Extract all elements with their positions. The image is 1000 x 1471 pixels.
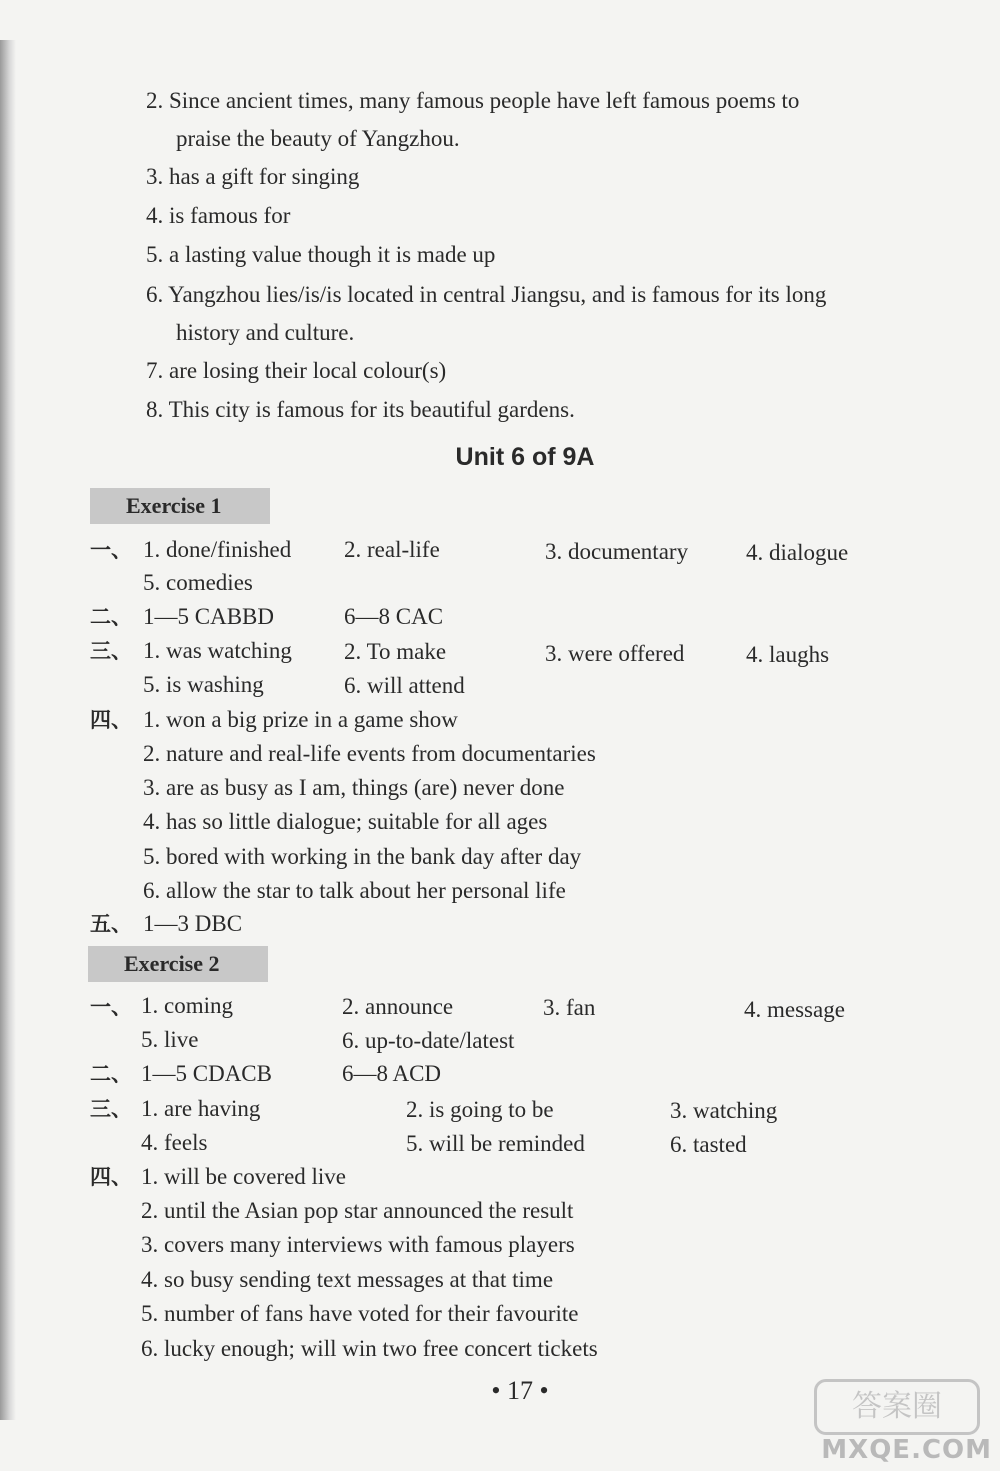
answer-item: 3. fan [543, 995, 596, 1020]
answer-item: 5. will be reminded [406, 1131, 585, 1156]
answer-item: 6. will attend [344, 673, 465, 698]
answer-item: 2. real-life [344, 537, 440, 562]
watermark-logo: 答案圈 [814, 1379, 980, 1435]
answer-item: 3. covers many interviews with famous players [141, 1232, 575, 1257]
answer-item: 1. coming [141, 993, 233, 1018]
answer-item: 2. until the Asian pop star announced the result [141, 1198, 574, 1223]
answer-item: 3. were offered [545, 641, 685, 666]
answer-item: 6. allow the star to talk about her personal life [143, 878, 566, 903]
answer-line: 7. are losing their local colour(s) [146, 358, 447, 383]
answer-line: praise the beauty of Yangzhou. [176, 126, 460, 151]
answer-item: 4. so busy sending text messages at that time [141, 1267, 554, 1292]
answer-item: 6. lucky enough; will win two free concert tickets [141, 1336, 598, 1361]
answer-line: history and culture. [176, 320, 355, 345]
answer-item: 4. dialogue [746, 540, 849, 565]
answer-item: 2. To make [344, 639, 447, 664]
answer-line: 6. Yangzhou lies/is/is located in central Jiangsu, and is famous for its long [146, 282, 827, 307]
answer-line: 4. is famous for [146, 203, 291, 228]
answer-item: 1. are having [141, 1096, 261, 1121]
section-marker: 四、 [90, 1165, 132, 1189]
section-marker: 一、 [90, 538, 132, 562]
answer-item: 1—5 CDACB [141, 1061, 272, 1086]
exercise-1-header: Exercise 1 [90, 488, 270, 524]
answer-item: 4. has so little dialogue; suitable for all ages [143, 809, 548, 834]
section-marker: 三、 [90, 1097, 132, 1121]
answer-item: 1. done/finished [143, 537, 292, 562]
answer-item: 4. laughs [746, 642, 830, 667]
answer-item: 2. is going to be [406, 1097, 554, 1122]
answer-item: 6. tasted [670, 1132, 747, 1157]
section-marker: 四、 [90, 708, 132, 732]
answer-item: 5. is washing [143, 672, 264, 697]
answer-item: 6—8 ACD [342, 1061, 442, 1086]
answer-item: 5. number of fans have voted for their favourite [141, 1301, 579, 1326]
answer-item: 1. will be covered live [141, 1164, 347, 1189]
answer-item: 5. bored with working in the bank day after day [143, 844, 582, 869]
answer-item: 2. announce [342, 994, 454, 1019]
answer-item: 5. live [141, 1027, 199, 1052]
answer-line: 2. Since ancient times, many famous people have left famous poems to [146, 88, 800, 113]
answer-item: 4. message [744, 997, 845, 1022]
answer-line: 5. a lasting value though it is made up [146, 242, 496, 267]
answer-item: 5. comedies [143, 570, 253, 595]
section-marker: 五、 [90, 912, 132, 936]
answer-item: 1. was watching [143, 638, 292, 663]
answer-item: 1—3 DBC [143, 911, 243, 936]
exercise-2-header: Exercise 2 [88, 946, 268, 982]
page-number: • 17 • [491, 1376, 549, 1405]
answer-item: 3. are as busy as I am, things (are) never done [143, 775, 565, 800]
answer-item: 1. won a big prize in a game show [143, 707, 458, 732]
answer-item: 4. feels [141, 1130, 208, 1155]
section-marker: 二、 [90, 605, 132, 629]
answer-item: 6—8 CAC [344, 604, 444, 629]
answer-line: 8. This city is famous for its beautiful gardens. [146, 397, 575, 422]
watermark-site: MXQE.COM [821, 1435, 992, 1465]
unit-title: Unit 6 of 9A [455, 443, 595, 471]
answer-item: 1—5 CABBD [143, 604, 274, 629]
answer-item: 3. watching [670, 1098, 778, 1123]
answer-line: 3. has a gift for singing [146, 164, 360, 189]
section-marker: 一、 [90, 995, 132, 1019]
answer-item: 6. up-to-date/latest [342, 1028, 515, 1053]
answer-item: 2. nature and real-life events from documentaries [143, 741, 596, 766]
section-marker: 三、 [90, 639, 132, 663]
section-marker: 二、 [90, 1062, 132, 1086]
answer-item: 3. documentary [545, 539, 689, 564]
